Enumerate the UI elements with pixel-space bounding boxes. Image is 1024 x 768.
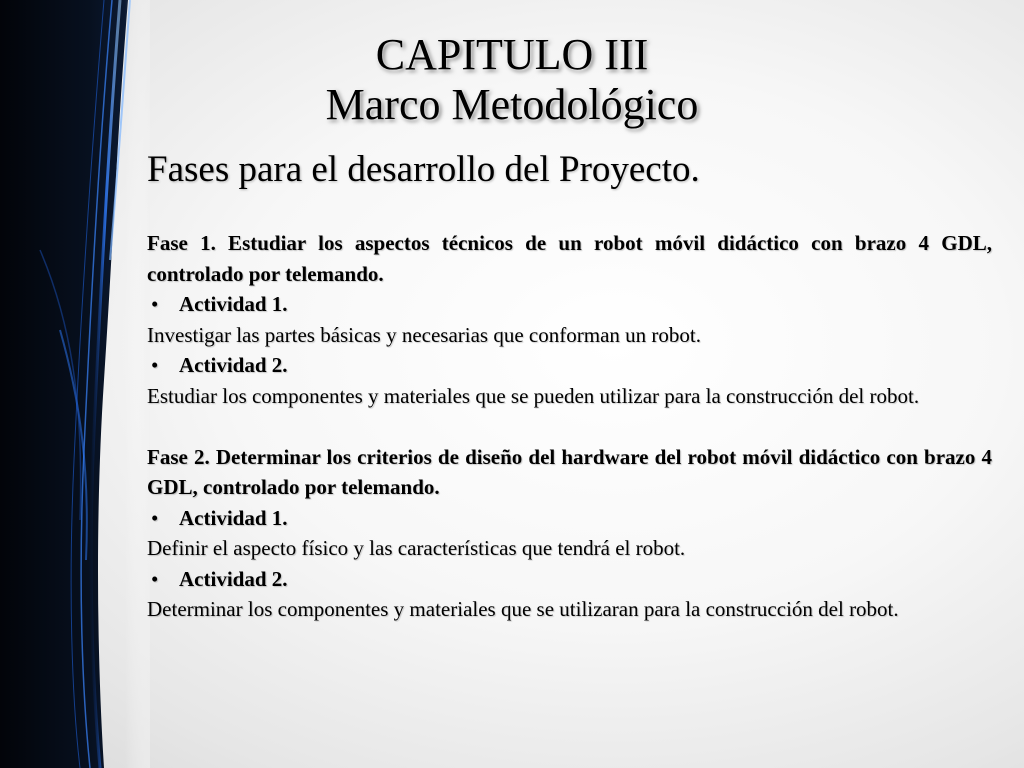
bullet-icon: • bbox=[151, 353, 159, 377]
phase-1-heading: Fase 1. Estudiar los aspectos técnicos de un robot móvil didáctico con brazo 4 GDL, controlado por telemando. bbox=[147, 231, 992, 286]
phase-2-activity-2 bbox=[147, 564, 992, 595]
title-block bbox=[150, 30, 874, 130]
activity-description: Investigar las partes básicas y necesarias que conforman un robot. bbox=[147, 322, 701, 347]
spacer bbox=[147, 411, 992, 442]
phase-1-activity-1 bbox=[147, 289, 992, 320]
activity-label: Actividad 1. bbox=[179, 505, 288, 530]
section-heading: Fases para el desarrollo del Proyecto. bbox=[147, 149, 700, 190]
phases-content bbox=[147, 228, 992, 625]
activity-description: Estudiar los componentes y materiales que se pueden utilizar para la construcción del robot. bbox=[147, 383, 920, 408]
activity-label: Actividad 1. bbox=[179, 292, 288, 316]
phase-2-activity-1 bbox=[147, 503, 992, 534]
activity-description: Definir el aspecto físico y las características que tendrá el robot. bbox=[147, 536, 686, 560]
phase-2-heading: Fase 2. Determinar los criterios de diseño del hardware del robot móvil didáctico con brazo 4 GDL, controlado por telemando. bbox=[147, 444, 992, 499]
swirl-background-icon bbox=[0, 0, 150, 768]
activity-label: Actividad 2. bbox=[179, 566, 288, 591]
activity-description: Determinar los componentes y materiales que se utilizaran para la construcción del robot. bbox=[147, 597, 899, 621]
decorative-left-band bbox=[0, 0, 150, 768]
chapter-subtitle: Marco Metodológico bbox=[325, 80, 699, 129]
bullet-icon: • bbox=[151, 505, 159, 530]
bullet-icon: • bbox=[151, 566, 159, 591]
chapter-title: CAPITULO III bbox=[375, 30, 649, 79]
bullet-icon: • bbox=[151, 292, 159, 316]
activity-label: Actividad 2. bbox=[179, 353, 288, 377]
phase-1-activity-2 bbox=[147, 350, 992, 381]
